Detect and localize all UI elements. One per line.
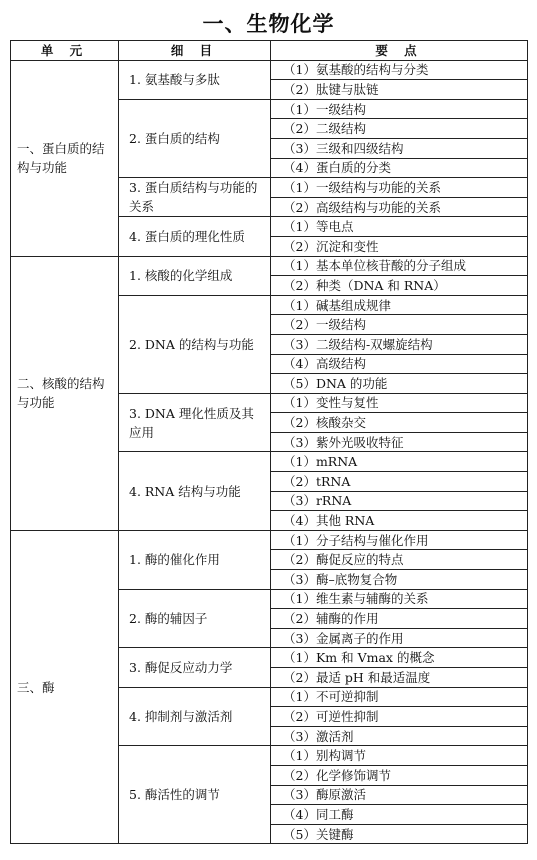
point-cell: （1）不可逆抑制 [271, 687, 528, 707]
point-cell: （1）别构调节 [271, 746, 528, 766]
point-cell: （2）种类（DNA 和 RNA） [271, 276, 528, 296]
item-cell: 3. DNA 理化性质及其应用 [119, 393, 271, 452]
point-cell: （1）分子结构与催化作用 [271, 530, 528, 550]
point-cell: （2）化学修饰调节 [271, 765, 528, 785]
point-cell: （2）高级结构与功能的关系 [271, 197, 528, 217]
unit-cell: 二、核酸的结构与功能 [11, 256, 119, 530]
point-cell: （1）mRNA [271, 452, 528, 472]
point-cell: （1）碱基组成规律 [271, 295, 528, 315]
header-item: 细 目 [119, 41, 271, 61]
point-cell: （1）基本单位核苷酸的分子组成 [271, 256, 528, 276]
item-cell: 3. 酶促反应动力学 [119, 648, 271, 687]
point-cell: （2）tRNA [271, 472, 528, 492]
point-cell: （2）一级结构 [271, 315, 528, 335]
item-cell: 1. 核酸的化学组成 [119, 256, 271, 295]
point-cell: （1）一级结构与功能的关系 [271, 178, 528, 198]
point-cell: （4）其他 RNA [271, 511, 528, 531]
page-title: 一、生物化学 [202, 12, 335, 36]
point-cell: （2）沉淀和变性 [271, 236, 528, 256]
syllabus-table [10, 40, 528, 844]
item-cell: 4. RNA 结构与功能 [119, 452, 271, 530]
point-cell: （3）酶原激活 [271, 785, 528, 805]
unit-cell: 三、酶 [11, 530, 119, 844]
point-cell: （3）二级结构-双螺旋结构 [271, 334, 528, 354]
header-point: 要 点 [271, 41, 528, 61]
point-cell: （3）三级和四级结构 [271, 138, 528, 158]
point-cell: （4）高级结构 [271, 354, 528, 374]
point-cell: （4）同工酶 [271, 805, 528, 825]
item-cell: 3. 蛋白质结构与功能的关系 [119, 178, 271, 217]
table-row [11, 530, 528, 550]
point-cell: （2）可逆性抑制 [271, 707, 528, 727]
point-cell: （2）二级结构 [271, 119, 528, 139]
point-cell: （3）紫外光吸收特征 [271, 432, 528, 452]
unit-cell: 一、蛋白质的结构与功能 [11, 60, 119, 256]
item-cell: 2. 蛋白质的结构 [119, 99, 271, 177]
point-cell: （5）DNA 的功能 [271, 374, 528, 394]
point-cell: （1）维生素与辅酶的关系 [271, 589, 528, 609]
point-cell: （3）酶–底物复合物 [271, 570, 528, 590]
point-cell: （3）金属离子的作用 [271, 628, 528, 648]
point-cell: （4）蛋白质的分类 [271, 158, 528, 178]
item-cell: 1. 氨基酸与多肽 [119, 60, 271, 99]
point-cell: （1）变性与复性 [271, 393, 528, 413]
table-body [11, 60, 528, 844]
table-row [11, 256, 528, 276]
point-cell: （1）Km 和 Vmax 的概念 [271, 648, 528, 668]
point-cell: （2）核酸杂交 [271, 413, 528, 433]
point-cell: （5）关键酶 [271, 824, 528, 844]
point-cell: （1）一级结构 [271, 99, 528, 119]
point-cell: （2）辅酶的作用 [271, 609, 528, 629]
point-cell: （2）酶促反应的特点 [271, 550, 528, 570]
point-cell: （3）rRNA [271, 491, 528, 511]
item-cell: 1. 酶的催化作用 [119, 530, 271, 589]
table-row [11, 60, 528, 80]
header-row [11, 41, 528, 61]
point-cell: （2）最适 pH 和最适温度 [271, 668, 528, 688]
point-cell: （1）氨基酸的结构与分类 [271, 60, 528, 80]
item-cell: 4. 抑制剂与激活剂 [119, 687, 271, 746]
item-cell: 2. DNA 的结构与功能 [119, 295, 271, 393]
header-unit: 单 元 [11, 41, 119, 61]
point-cell: （1）等电点 [271, 217, 528, 237]
item-cell: 2. 酶的辅因子 [119, 589, 271, 648]
point-cell: （2）肽键与肽链 [271, 80, 528, 100]
point-cell: （3）激活剂 [271, 726, 528, 746]
item-cell: 5. 酶活性的调节 [119, 746, 271, 844]
item-cell: 4. 蛋白质的理化性质 [119, 217, 271, 256]
